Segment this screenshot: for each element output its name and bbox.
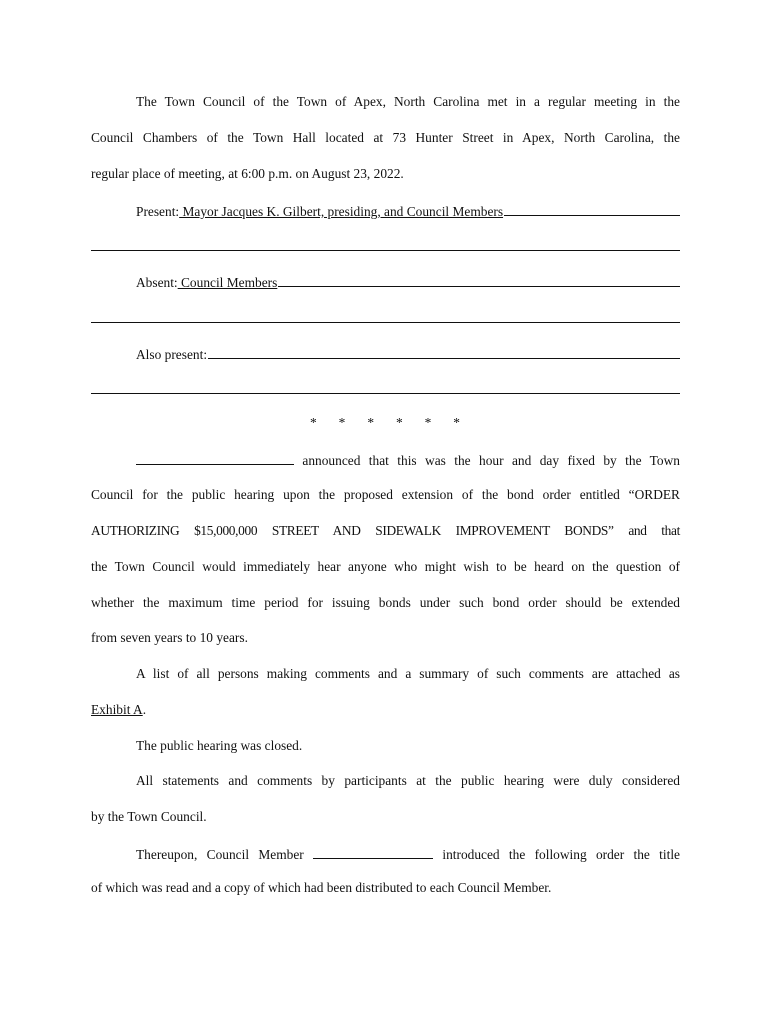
also-present-continuation-line [91, 393, 680, 394]
paragraph-line: the Town Council would immediately hear anyone who might wish to be heard on the question of [91, 559, 680, 574]
paragraph-line: from seven years to 10 years. [91, 630, 248, 645]
absent-row [136, 272, 680, 292]
absent-label: Absent: [136, 275, 178, 290]
absent-continuation-line [91, 322, 680, 323]
present-label: Present: [136, 204, 180, 219]
present-value: Mayor Jacques K. Gilbert, presiding, and Council Members [179, 204, 504, 219]
paragraph-text: introduced the following order the title [442, 847, 681, 862]
council-member-blank [313, 844, 433, 859]
paragraph-text: . [142, 702, 147, 717]
paragraph-line: Council for the public hearing upon the proposed extension of the bond order entitled “ORDER [91, 487, 680, 502]
exhibit-a-reference: Exhibit A [91, 702, 143, 717]
present-fill-line [504, 201, 680, 216]
paragraph-line: Council Chambers of the Town Hall located at 73 Hunter Street in Apex, North Carolina, the [91, 130, 680, 145]
paragraph-line: The Town Council of the Town of Apex, North Carolina met in a regular meeting in the [136, 94, 680, 109]
paragraph-text: Thereupon, Council Member [136, 847, 304, 862]
section-separator [310, 414, 460, 432]
present-row [136, 201, 680, 221]
paragraph-line: whether the maximum time period for issuing bonds under such bond order should be extended [91, 595, 680, 610]
separator-star: * [424, 415, 432, 430]
paragraph-line: of which was read and a copy of which had been distributed to each Council Member. [91, 880, 552, 895]
paragraph-line [136, 450, 680, 470]
paragraph-line: AUTHORIZING $15,000,000 STREET AND SIDEWALK IMPROVEMENT BONDS” and that [91, 523, 680, 538]
absent-fill-line [278, 272, 680, 287]
paragraph-line [136, 844, 680, 864]
paragraph-line: A list of all persons making comments and a summary of such comments are attached as [136, 666, 680, 681]
separator-star: * [338, 415, 346, 430]
also-present-label: Also present: [136, 347, 208, 362]
paragraph-line: The public hearing was closed. [136, 738, 303, 753]
absent-value: Council Members [177, 275, 278, 290]
paragraph-line: regular place of meeting, at 6:00 p.m. on August 23, 2022. [91, 166, 404, 181]
also-present-row [136, 344, 680, 364]
present-continuation-line [91, 250, 680, 251]
announcer-blank [136, 450, 294, 465]
paragraph-line [91, 701, 680, 719]
paragraph-text: announced that this was the hour and day fixed by the Town [302, 453, 680, 468]
separator-star: * [367, 415, 375, 430]
paragraph-line: All statements and comments by participants at the public hearing were duly considered [136, 773, 680, 788]
separator-star: * [310, 415, 317, 430]
separator-star: * [395, 415, 403, 430]
also-present-fill-line [208, 344, 680, 359]
paragraph-line: by the Town Council. [91, 809, 207, 824]
separator-star: * [453, 415, 460, 430]
